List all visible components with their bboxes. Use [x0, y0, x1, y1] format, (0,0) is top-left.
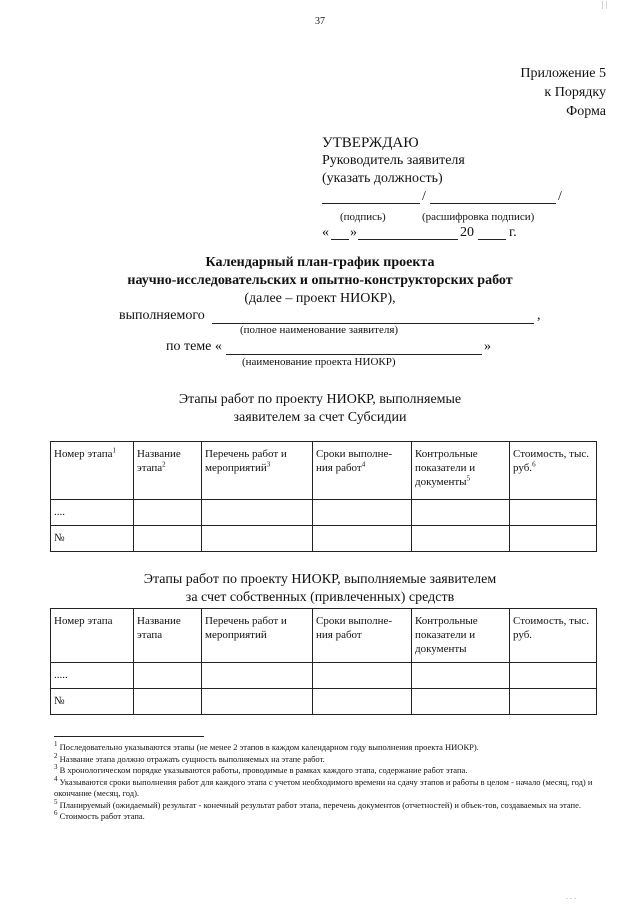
header-cell-stage-number: Номер этапа$^1$: [51, 442, 134, 500]
footnote-4: $^4$ Указываются сроки выполнения работ для каждого этапа с учетом необходимого времени на сдачу этапов и работы в целом - начало (месяц, год) и окончание (месяц, год).: [54, 774, 593, 798]
decode-blank: [430, 188, 556, 204]
table-cell: [313, 526, 412, 552]
table-cell: [134, 663, 202, 689]
table-cell: [313, 689, 412, 715]
table-cell: [202, 689, 313, 715]
month-blank: [358, 224, 458, 240]
table-cell: [134, 689, 202, 715]
table-cell: [313, 663, 412, 689]
decode-label: (расшифровка подписи): [422, 211, 535, 223]
header-cell-deadlines: Сроки выполне-ния работ$^4$: [313, 442, 412, 500]
table-header-row: [51, 442, 597, 500]
table-cell: [202, 526, 313, 552]
table-cell: [313, 500, 412, 526]
table-cell: [510, 663, 597, 689]
project-hint: (наименование проекта НИОКР): [242, 356, 396, 368]
section1-title-line-2: заявителем за счет Субсидии: [233, 410, 407, 425]
stages-table-subsidy: [50, 441, 597, 552]
row-label-cell: №: [51, 526, 134, 552]
approval-heading: УТВЕРЖДАЮ: [322, 135, 419, 151]
table-cell: [412, 526, 510, 552]
table-row: [51, 526, 597, 552]
signature-slash: /: [422, 189, 426, 204]
footnote-separator: [54, 736, 204, 737]
approval-block: [322, 134, 592, 244]
year-blank: [478, 224, 506, 240]
applicant-hint: (полное наименование заявителя): [240, 324, 399, 336]
section2-title-line-2: за счет собственных (привлеченных) средств: [185, 590, 455, 605]
table-row: [51, 689, 597, 715]
approval-role: Руководитель заявителя: [322, 153, 465, 168]
table-cell: [510, 689, 597, 715]
decode-slash: /: [558, 189, 562, 204]
header-cell-indicators: Контрольные показатели и документы: [412, 609, 510, 663]
year-suffix: г.: [509, 225, 517, 240]
footnote-2: $^2$ Название этапа должно отражать сущность выполняемых на этапе работ.: [54, 751, 325, 764]
header-cell-cost: Стоимость, тыс. руб.$^6$: [510, 442, 597, 500]
topic-prefix: по теме «: [166, 339, 222, 354]
row-label-cell: ....: [51, 500, 134, 526]
header-cell-cost: Стоимость, тыс. руб.: [510, 609, 597, 663]
date-line: [322, 224, 592, 244]
footnote-6: $^6$ Стоимость работ этапа.: [54, 809, 145, 821]
header-cell-stage-number: Номер этапа: [51, 609, 134, 663]
footnotes: [54, 742, 602, 823]
performed-comma: ,: [537, 308, 541, 323]
date-close-quote: »: [350, 225, 357, 240]
annex-header: [520, 64, 606, 121]
section2-title-line-1: Этапы работ по проекту НИОКР, выполняемые заявителем: [143, 572, 497, 587]
approval-role-hint: (указать должность): [322, 171, 443, 186]
section1-title-line-1: Этапы работ по проекту НИОКР, выполняемые: [178, 392, 462, 407]
corner-mark-bottom: . . .: [566, 892, 576, 901]
table-cell: [134, 526, 202, 552]
annex-line-1: Приложение 5: [520, 66, 606, 81]
page-number: 37: [315, 16, 325, 27]
title-line-2: научно-исследовательских и опытно-конструкторских работ: [127, 273, 513, 288]
table-cell: [134, 500, 202, 526]
topic-blank: [226, 339, 482, 355]
annex-line-2: к Порядку: [544, 85, 606, 100]
applicant-blank: [212, 308, 534, 324]
title-line-1: Календарный план-график проекта: [205, 255, 435, 270]
table-cell: [202, 663, 313, 689]
table-cell: [412, 663, 510, 689]
section2-title: [0, 571, 640, 607]
footnote-5: $^5$ Планируемый (ожидаемый) результат - конечный результат работ этапа, перечень документов (отчетностей) и объек-тов, создаваемых на этапе.: [54, 797, 581, 810]
header-cell-stage-name: Название этапа$^2$: [134, 442, 202, 500]
header-cell-works-list: Перечень работ и мероприятий: [202, 609, 313, 663]
title-line-3: (далее – проект НИОКР),: [244, 291, 396, 306]
section1-title: [0, 391, 640, 427]
signature-label: (подпись): [340, 211, 386, 223]
annex-line-3: Форма: [566, 104, 606, 119]
day-blank: [331, 224, 349, 240]
table-cell: [510, 500, 597, 526]
year-prefix: 20: [460, 225, 474, 240]
row-label-cell: .....: [51, 663, 134, 689]
table-row: [51, 500, 597, 526]
table-row: [51, 663, 597, 689]
signature-labels: [322, 208, 592, 224]
header-cell-indicators: Контрольные показатели и документы$^5$: [412, 442, 510, 500]
header-cell-stage-name: Название этапа: [134, 609, 202, 663]
signature-blank: [322, 188, 420, 204]
header-cell-works-list: Перечень работ и мероприятий$^3$: [202, 442, 313, 500]
signature-line: [322, 188, 592, 208]
header-cell-deadlines: Сроки выполне-ния работ: [313, 609, 412, 663]
date-open-quote: «: [322, 225, 329, 240]
stages-table-own-funds: [50, 608, 597, 715]
footnote-1: $^1$ Последовательно указываются этапы (не менее 2 этапов в каждом календарном году выполнения проекта НИОКР).: [54, 740, 479, 752]
performed-label: выполняемого: [119, 308, 205, 323]
table-header-row: [51, 609, 597, 663]
table-cell: [412, 500, 510, 526]
topic-suffix: »: [484, 339, 491, 354]
corner-mark-top: | |: [602, 0, 608, 9]
footnote-3: $^3$ В хронологическом порядке указываются работы, проводимые в рамках каждого этапа, содержание работ этапа.: [54, 763, 468, 775]
row-label-cell: №: [51, 689, 134, 715]
table-cell: [510, 526, 597, 552]
table-cell: [412, 689, 510, 715]
document-title: [0, 254, 640, 308]
table-cell: [202, 500, 313, 526]
